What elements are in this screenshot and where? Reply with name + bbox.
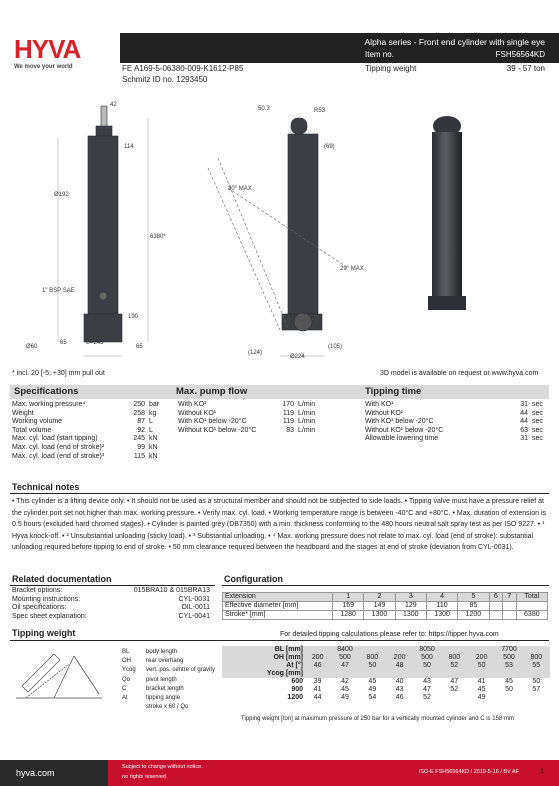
dim-29-max: 29° MAX	[340, 266, 364, 272]
config-cell: 6380	[516, 611, 547, 620]
tipping-row-label: OH [mm]	[222, 654, 304, 662]
config-cell: Effective diameter [mm]	[223, 602, 333, 611]
row-value: 258	[133, 409, 145, 417]
config-cell: 1300	[426, 611, 457, 620]
config-cell: 169	[333, 602, 364, 611]
config-cell: 149	[364, 602, 395, 611]
footer-line2: no rights reserved	[122, 774, 167, 780]
tipping-row-label: 600	[291, 678, 303, 685]
related-doc-list	[12, 587, 212, 625]
row-label: Working volume	[12, 418, 63, 426]
row-label: Max. cyl. load (end of stroke)²	[12, 444, 105, 451]
pump-flow-table	[178, 401, 338, 441]
tipping-weight-table	[222, 646, 550, 702]
technical-notes-heading: Technical notes	[12, 482, 80, 492]
spec-heading-bar	[10, 385, 549, 399]
schmitz-id: Schmitz ID no. 1293450	[122, 75, 208, 84]
tipping-cell	[441, 694, 468, 702]
row-value: 44	[520, 409, 528, 417]
product-title: Alpha series - Front end cylinder with single eye	[364, 37, 545, 47]
legend-desc: vert. pos. centre of gravity	[146, 667, 216, 674]
tipping-cell: 7700	[468, 646, 550, 654]
technical-drawing	[18, 98, 378, 366]
divider	[222, 585, 549, 586]
fe-code: FE A169-5-06380-009-K1612-P85	[122, 64, 244, 73]
tipping-cell: 47	[331, 662, 358, 670]
tipping-row	[222, 670, 550, 678]
row-unit: kg	[149, 409, 157, 417]
row-label: Without KO¹ below -20°C	[178, 426, 257, 434]
row-label: Without KO¹	[178, 409, 217, 417]
row-value: 44	[520, 418, 528, 426]
port-front	[99, 292, 107, 300]
pullout-note: * incl. 20 [-5; +30] mm pull out	[12, 370, 105, 377]
legend-abbr: Qo	[122, 676, 131, 683]
config-header-cell: 6	[489, 593, 503, 602]
tipping-cell: 42	[341, 678, 349, 685]
row-label: Weight	[12, 409, 34, 417]
dim-diameter-192: Ø192	[54, 192, 69, 198]
row-value: 31	[520, 401, 528, 408]
related-doc-heading: Related documentation	[12, 574, 112, 584]
tipping-weight-heading: Tipping weight	[12, 628, 76, 638]
cylinder-3d-render	[410, 110, 485, 315]
config-row	[223, 611, 548, 620]
config-cell: 110	[426, 602, 457, 611]
tipping-cell: 800	[523, 654, 550, 662]
dim-b245: B=245	[86, 340, 104, 346]
row-value: 170	[282, 401, 294, 408]
row-label: Total volume	[12, 426, 52, 434]
tilt-line-1	[218, 158, 288, 328]
tipping-cell: 39	[313, 678, 322, 685]
brand-tagline: We move your world	[14, 64, 73, 70]
row-unit: L	[149, 418, 153, 426]
row-unit: L/min	[298, 418, 316, 426]
legend-abbr: BL	[122, 649, 130, 655]
tipping-legend	[122, 648, 222, 718]
page-number: 1	[540, 768, 544, 775]
row-unit: sec	[532, 409, 543, 417]
tipping-footnote: Tipping weight [ton] at maximum pressure of 250 bar for a vertically mounted cylinder and C is 158 mm	[241, 716, 514, 722]
dim-bsp: 1" BSP SAE	[42, 288, 75, 294]
row-unit: L	[149, 426, 153, 434]
related-value[interactable]: 015BRA10 & 015BRA13	[133, 587, 210, 594]
tipping-cell: 200	[386, 654, 413, 662]
row-value: 245	[133, 435, 145, 443]
row-label: Allowable lowering time	[365, 435, 439, 443]
tipping-cell	[468, 670, 495, 678]
legend-abbr: Ycog	[122, 667, 136, 674]
dim-69: (69)	[324, 144, 335, 150]
pivot-side	[294, 313, 312, 331]
config-header-row	[223, 593, 548, 602]
tipping-cell: 49	[477, 694, 486, 701]
dim-190: 190	[128, 314, 139, 320]
tipping-cell: 54	[368, 694, 377, 701]
row-value: 92	[137, 426, 145, 434]
config-header-cell: 1	[333, 593, 364, 602]
tipping-cell: 45	[477, 686, 486, 693]
legend-desc: pivot length	[146, 676, 177, 683]
config-header-cell: 3	[395, 593, 426, 602]
legend-desc: tipping angle	[146, 695, 181, 701]
tipping-row	[222, 646, 550, 654]
row-value: 250	[133, 401, 145, 408]
tipping-row	[222, 662, 550, 670]
row-unit: sec	[532, 435, 543, 443]
brand-wordmark: HYVA	[14, 34, 81, 64]
tipping-cell: 500	[495, 654, 522, 662]
tipping-row-label: BL [mm]	[222, 646, 304, 654]
cylinder-base-front	[84, 314, 122, 342]
pump-flow-heading: Max. pump flow	[176, 386, 248, 397]
tipping-cell: 41	[313, 686, 322, 693]
config-cell: 1280	[333, 611, 364, 620]
tipping-cell: 800	[441, 654, 468, 662]
tipping-cell: 46	[304, 662, 331, 670]
footer-ref: ISO-E FSH56564KD / 2019-5-16 / BV AF	[418, 769, 519, 775]
related-label: Spec sheet explanation:	[12, 612, 87, 620]
tipping-cell: 47	[423, 686, 431, 693]
config-header-cell: 4	[426, 593, 457, 602]
tipping-weight-label: Tipping weight	[365, 64, 417, 73]
legend-desc: rear overhang	[146, 658, 184, 665]
tipping-cell: 43	[423, 678, 431, 685]
rod-stage	[96, 126, 112, 136]
row-value: 63	[520, 426, 528, 434]
divider	[10, 640, 549, 641]
config-cell: 129	[395, 602, 426, 611]
tipping-row	[222, 654, 550, 662]
tipping-cell: 50	[413, 662, 440, 670]
tipping-cell	[359, 670, 386, 678]
tipping-cell: 800	[359, 654, 386, 662]
tipping-cell: 500	[413, 654, 440, 662]
config-cell: 85	[458, 602, 489, 611]
model-note: 3D model is available on request or www.hyva.com	[380, 370, 539, 377]
row-unit: L/min	[298, 401, 316, 408]
tipping-cell: 46	[395, 694, 404, 701]
divider	[10, 493, 549, 494]
tipping-cell	[523, 670, 550, 678]
row-unit: sec	[532, 426, 543, 434]
technical-notes-text: • This cylinder is a lifting device only. • It should not be used as a structural member and should not be subjected to side loads. • Tipping valve must have a pressure relief at the cylinder port set not higher than max. working pressure. • Verify max. cyl. load. • Working temperature range is between -40°C and +80°C. • Max. duration of extension is 0.5 hours (excluded hard chromed stages). • Cylinder is painted grey (DB7350) with a min. thickness conforming to the 480 hours neutral salt spray test as per ISO 9227. • ¹ Hyva knock-off. • ² Unsubstantial unloading (sticky load). • ³ Substantial unloading. • ⁴ Max. working pressure does not relate to max. cyl. load (end of stroke): substantial unloading required before tipping to end of stroke. • 50 mm clearance required between the headboard and the stages at end of stroke (deviation from CYL-0031).	[12, 498, 546, 552]
row-value: 119	[282, 418, 294, 426]
row-unit: kN	[149, 452, 158, 460]
dim-65: 65	[60, 340, 67, 346]
config-cell: 1300	[395, 611, 426, 620]
tipping-weight-value: 39 - 57 ton	[506, 64, 545, 73]
row-label: With KO¹	[178, 401, 207, 408]
tipping-cell: 43	[395, 686, 404, 693]
item-label: Item no.	[365, 50, 394, 59]
tipping-row-label: Ycog [mm]	[222, 670, 304, 678]
dim-105: (105)	[328, 344, 343, 350]
dim-42: 42	[110, 102, 117, 108]
tipping-cell: 47	[450, 678, 459, 685]
row-value: 115	[133, 452, 145, 460]
footer-line1: Subject to change without notice.	[122, 764, 203, 770]
header-bar	[120, 33, 559, 63]
legend-desc: stroke x 60 / Qo	[146, 704, 189, 711]
tipping-cell: 200	[468, 654, 495, 662]
configuration-heading: Configuration	[224, 574, 283, 584]
specifications-heading: Specifications	[14, 386, 79, 397]
tipping-cell: 50	[359, 662, 386, 670]
dim-65b: 65	[136, 344, 143, 350]
row-value: 31	[520, 435, 528, 443]
hyva-logo	[14, 36, 109, 76]
config-header-cell: 2	[364, 593, 395, 602]
tipping-cell: 55	[523, 662, 550, 670]
tipping-cell: 41	[477, 678, 486, 685]
row-label: With KO¹ below -20°C	[178, 418, 247, 426]
divider	[10, 585, 215, 586]
legend-desc: body length	[146, 649, 178, 655]
tipping-calc-note: For detailed tipping calculations please refer to: https://tipper.hyva.com	[280, 631, 499, 638]
row-label: Max. working pressure⁴	[12, 401, 86, 408]
tipping-cell: 45	[505, 678, 513, 685]
row-label: With KO¹	[365, 401, 394, 408]
config-cell	[503, 611, 517, 620]
config-cell	[516, 602, 547, 611]
tipping-cell	[441, 670, 468, 678]
dim-50-3: 50.3	[258, 106, 270, 112]
item-number: FSH56564KD	[495, 50, 545, 59]
cylinder-body-side	[288, 134, 318, 314]
config-header-cell: 7	[503, 593, 517, 602]
tipping-cell: 44	[313, 694, 322, 701]
tipping-row-label: At [°]	[222, 662, 304, 670]
tipping-cell	[523, 694, 550, 702]
row-unit: kN	[149, 435, 158, 443]
row-value: 87	[137, 418, 145, 426]
tipping-cell: 45	[368, 678, 377, 685]
tipping-cell: 8400	[304, 646, 386, 654]
tipping-cell	[386, 670, 413, 678]
tipping-row	[222, 678, 550, 686]
footer-site[interactable]: hyva.com	[16, 768, 55, 778]
tipping-cell: 500	[331, 654, 358, 662]
legend-desc: bracket length	[146, 685, 184, 692]
config-header-cell: Total	[516, 593, 547, 602]
legend-abbr: OH	[122, 658, 131, 665]
tipping-cell	[413, 670, 440, 678]
related-value[interactable]: CYL-0031	[178, 595, 210, 603]
tipping-cell: 57	[532, 686, 541, 693]
row-value: 119	[282, 409, 294, 417]
dim-r53: R53	[314, 108, 326, 114]
row-label: Max. cyl. load (end of stroke)³	[12, 452, 105, 460]
row-unit: L/min	[298, 426, 316, 434]
tipping-cell	[495, 670, 522, 678]
tipping-row-label: 900	[291, 686, 303, 693]
tipping-cell	[495, 694, 522, 702]
dim-30-max: 30° MAX	[228, 186, 252, 192]
related-label: Oil specifications:	[12, 604, 67, 612]
config-cell	[489, 602, 503, 611]
dim-224: Ø224	[290, 354, 305, 360]
tipping-cell: 40	[395, 678, 404, 685]
row-value: 99	[137, 444, 145, 451]
tipping-cell	[304, 670, 331, 678]
legend-abbr: C	[122, 685, 127, 692]
footer	[0, 760, 559, 786]
row-label: With KO¹ below -20°C	[365, 418, 434, 426]
row-label: Without KO¹ below -20°C	[365, 426, 444, 434]
tipping-cell: 45	[341, 686, 349, 693]
related-label: Bracket options:	[12, 587, 63, 594]
config-cell: 1200	[458, 611, 489, 620]
related-value[interactable]: OIL-0011	[181, 604, 210, 612]
config-cell: 1300	[364, 611, 395, 620]
footer-dark-block	[0, 760, 108, 786]
tipping-cell: 53	[495, 662, 522, 670]
tipping-cell: 52	[450, 686, 459, 693]
tipping-cell: 49	[341, 694, 349, 701]
tipping-cell: 48	[386, 662, 413, 670]
tipping-diagram	[14, 646, 106, 706]
tipping-cell: 50	[505, 686, 513, 693]
rod-eye	[101, 106, 107, 128]
row-label: Max. cyl. load (start tipping)	[12, 435, 98, 443]
row-label: Without KO¹	[365, 409, 404, 417]
related-value[interactable]: CYL-0041	[178, 612, 210, 620]
config-header-cell: 5	[458, 593, 489, 602]
row-unit: sec	[532, 418, 543, 426]
tipping-row	[222, 686, 550, 694]
legend-abbr: At	[122, 695, 128, 701]
config-cell	[503, 602, 517, 611]
cylinder-body-front	[88, 136, 118, 316]
tipping-cell: 8050	[386, 646, 468, 654]
eye-side	[291, 118, 307, 134]
row-unit: bar	[149, 401, 160, 408]
dim-60: Ø60	[26, 344, 38, 350]
tipping-cell: 52	[423, 694, 431, 701]
tipping-cell: 200	[304, 654, 331, 662]
tipping-time-table	[365, 401, 545, 449]
dim-114: 114	[124, 144, 134, 150]
dim-6380: 6380*	[150, 234, 166, 240]
row-value: 83	[286, 426, 294, 434]
tipping-cell: 50	[532, 678, 541, 685]
tilt-line-2	[208, 168, 280, 330]
config-header-cell: Extension	[223, 593, 333, 602]
row-unit: L/min	[298, 409, 316, 417]
tipping-row-label: 1200	[287, 694, 303, 701]
config-cell: Stroke* [mm]	[223, 611, 333, 620]
configuration-table	[222, 592, 548, 620]
row-unit: sec	[532, 401, 543, 408]
tipping-time-heading: Tipping time	[365, 386, 422, 397]
tipping-cell: 52	[441, 662, 468, 670]
tipping-cell	[331, 670, 358, 678]
config-cell	[489, 611, 503, 620]
related-label: Mounting instructions:	[12, 595, 81, 603]
dim-124: (124)	[248, 350, 263, 356]
footer-red-block	[108, 760, 559, 786]
tipping-row	[222, 694, 550, 702]
tipping-cell: 49	[368, 686, 377, 693]
header-sub	[120, 64, 559, 86]
row-unit: kN	[149, 444, 158, 451]
config-row	[223, 602, 548, 611]
specifications-table	[12, 401, 162, 471]
tipping-cell: 50	[468, 662, 495, 670]
